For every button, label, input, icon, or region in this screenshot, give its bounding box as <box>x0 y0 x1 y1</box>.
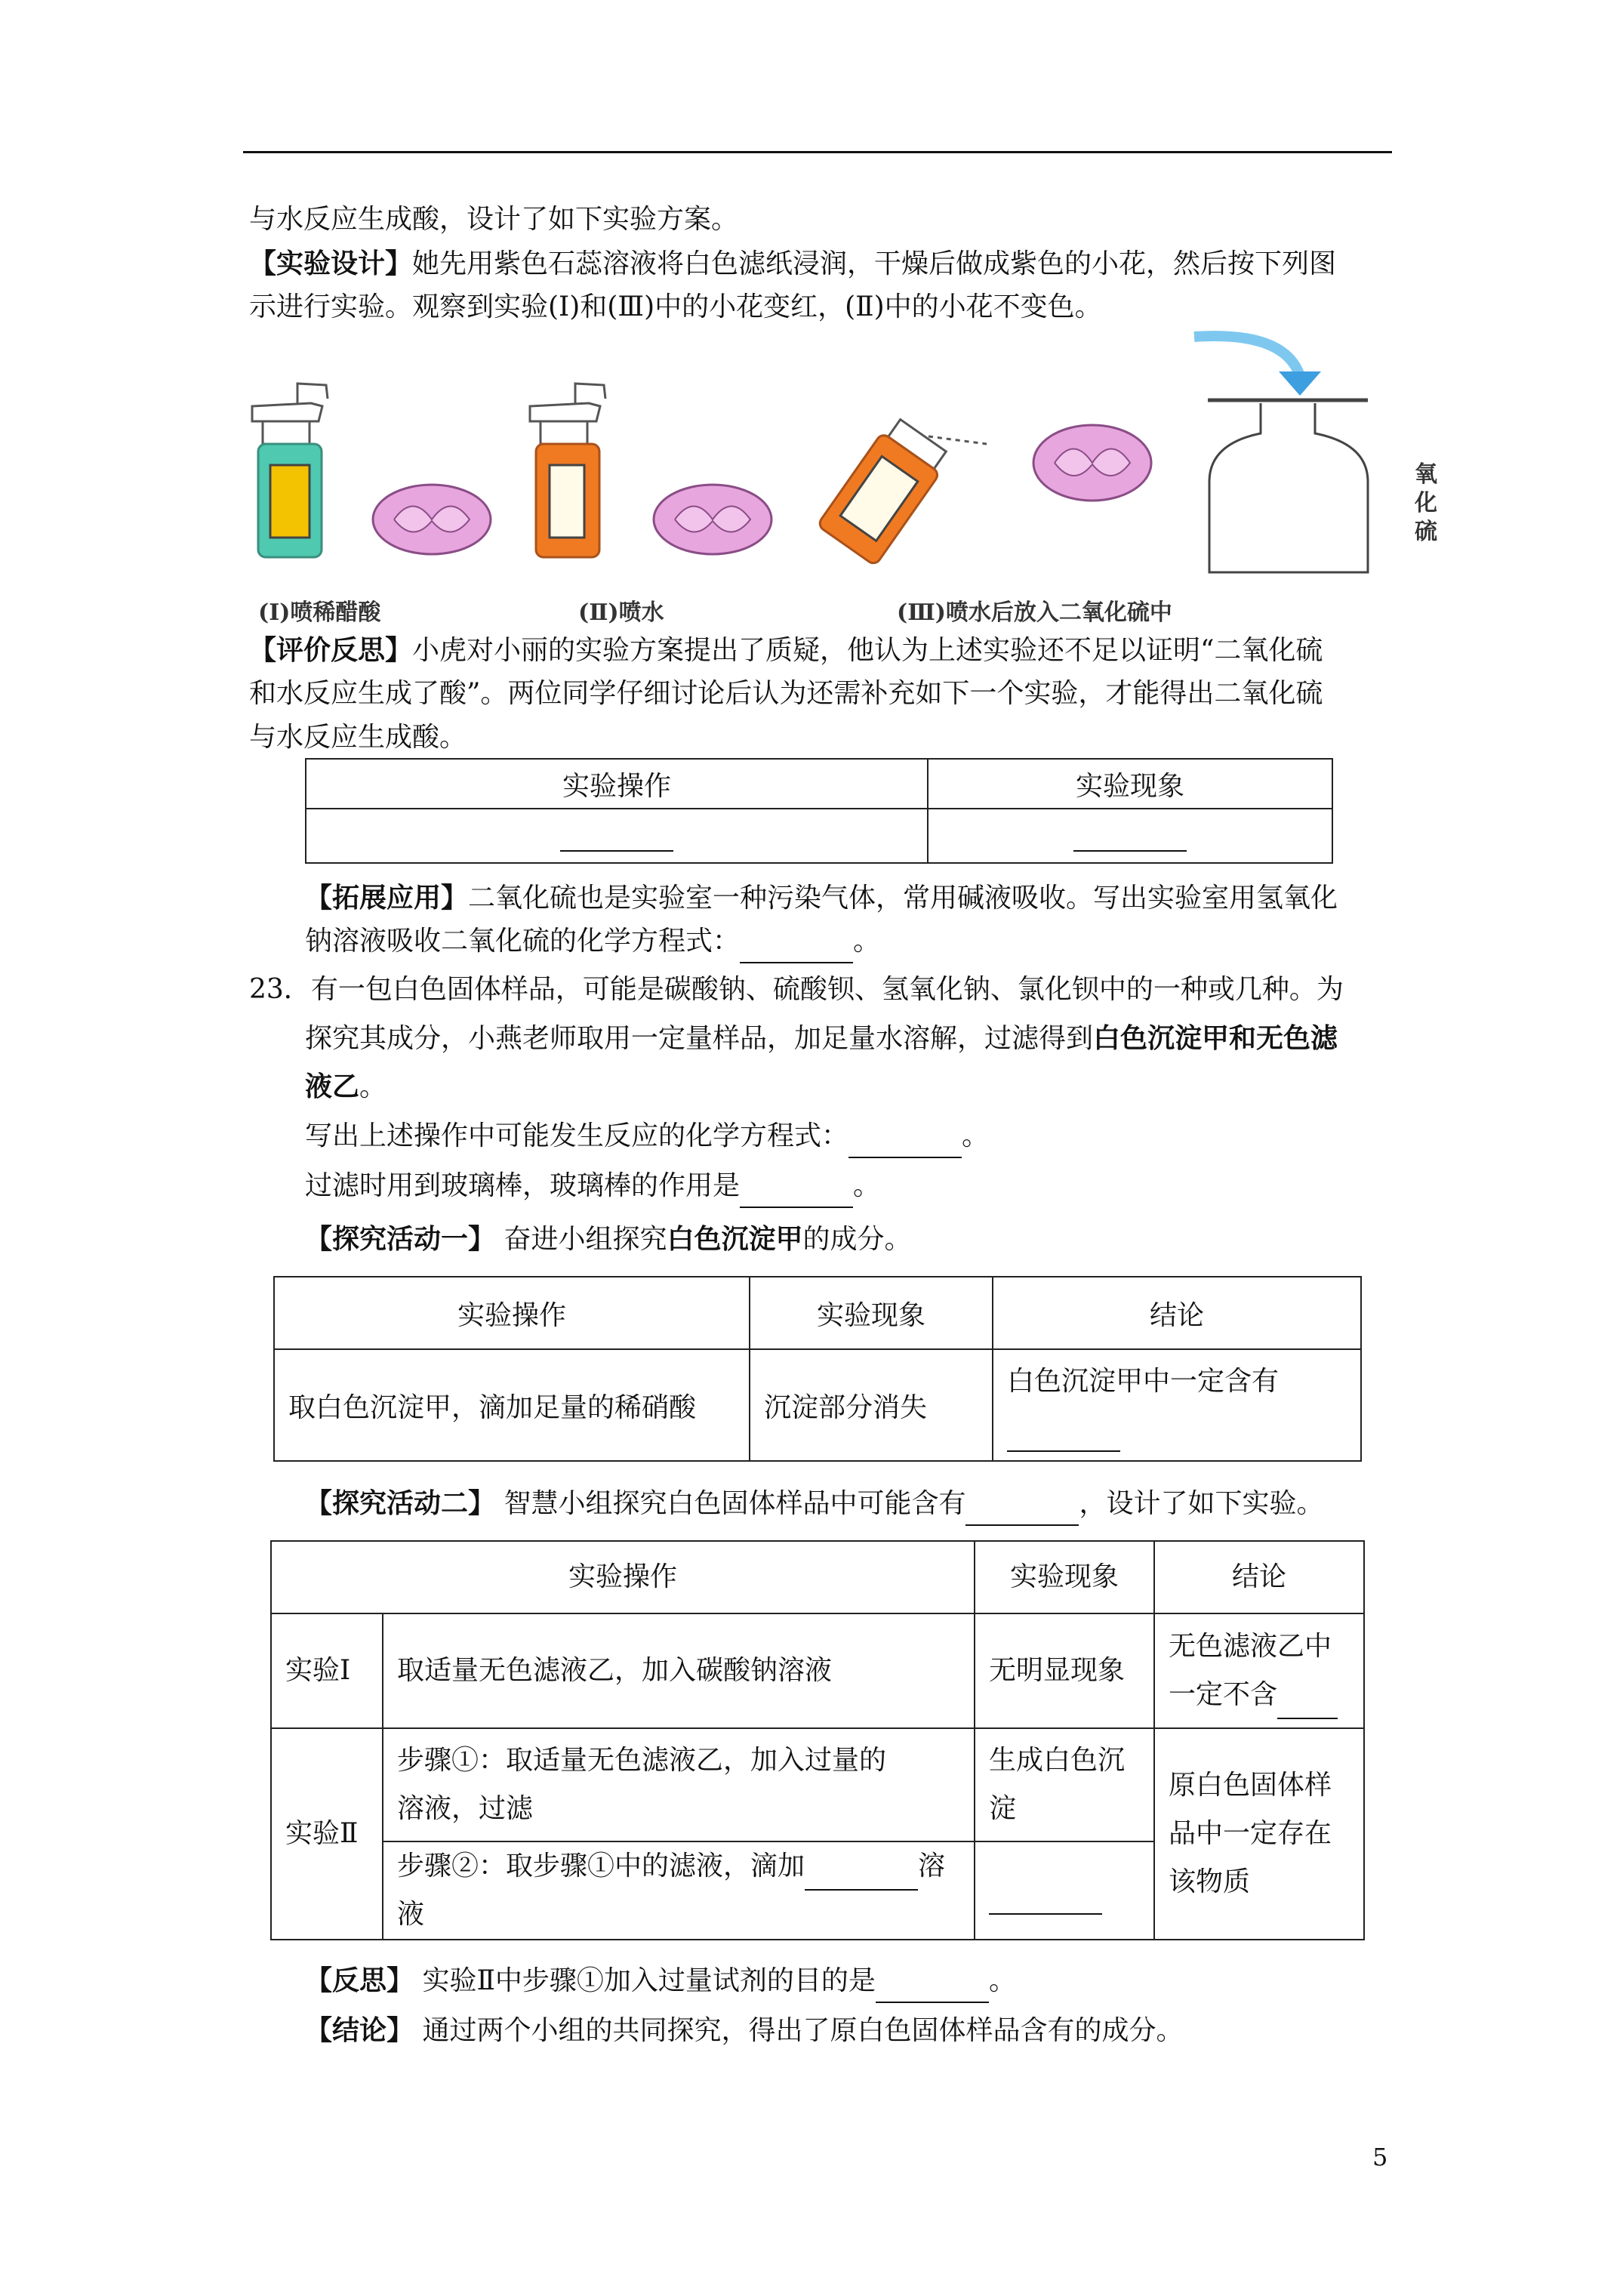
side-label <box>1414 461 1437 545</box>
activity-2-line: 【探究活动二】 智慧小组探究白色固体样品中可能含有 ，设计了如下实验。 <box>305 1481 1323 1526</box>
q23-line-1 <box>249 968 1344 1012</box>
table3-exp1-operation: 取适量无色滤液乙，加入碳酸钠溶液 <box>383 1613 975 1728</box>
svg-text:硫: 硫 <box>1415 519 1437 545</box>
question-number: 23． <box>249 974 311 1005</box>
table3-exp1-phenomenon: 无明显现象 <box>975 1613 1154 1728</box>
intro-line: 与水反应生成酸，设计了如下实验方案。 <box>249 204 739 235</box>
reflect-line-1 <box>249 628 1323 673</box>
experiment-figure <box>243 331 1451 580</box>
header-rule <box>243 151 1392 153</box>
activity-1-line: 【探究活动一】 奋进小组探究白色沉淀甲的成分。 <box>305 1223 912 1255</box>
activity-2-tag: 【探究活动二】 <box>305 1487 496 1519</box>
table2-conclusion: 白色沉淀甲中一定含有 <box>993 1349 1361 1461</box>
table2-operation: 取白色沉淀甲，滴加足量的稀硝酸 <box>274 1349 750 1461</box>
activity-2-blank[interactable] <box>965 1494 1079 1526</box>
figure-caption-2: (Ⅱ)喷水 <box>578 599 664 626</box>
table1-header-phenomenon: 实验现象 <box>928 759 1332 809</box>
table3-step2-phenomenon[interactable] <box>975 1841 1154 1940</box>
expand-tag: 【拓展应用】 <box>305 882 469 914</box>
expand-text-1: 二氧化硫也是实验室一种污染气体，常用碱液吸收。写出实验室用氢氧化 <box>468 883 1338 914</box>
table2-header-phenomenon: 实验现象 <box>750 1277 993 1349</box>
design-line-1 <box>249 242 1336 286</box>
expand-answer-blank[interactable] <box>740 932 853 963</box>
design-tag: 【实验设计】 <box>249 248 413 279</box>
q23-line-2: 探究其成分，小燕老师取用一定量样品，加足量水溶解，过滤得到白色沉淀甲和无色滤 <box>305 1022 1338 1054</box>
reflection-blank[interactable] <box>876 1971 989 2003</box>
q23-line-3: 液乙。 <box>305 1071 387 1102</box>
expand-line-1 <box>305 876 1338 920</box>
reflect-text-1: 小虎对小丽的实验方案提出了质疑，他认为上述实验还不足以证明“二氧化硫 <box>412 635 1323 666</box>
table2-header-operation: 实验操作 <box>274 1277 750 1349</box>
svg-text:氧: 氧 <box>1415 461 1437 488</box>
table1-blank-operation[interactable] <box>306 809 928 863</box>
table-supplement <box>305 758 1333 864</box>
reflect-line-3: 与水反应生成酸。 <box>249 722 467 753</box>
design-line-2: 示进行实验。观察到实验(Ⅰ)和(Ⅲ)中的小花变红，(Ⅱ)中的小花不变色。 <box>249 291 1102 322</box>
figure-caption-3: (Ⅲ)喷水后放入二氧化硫中 <box>897 599 1172 626</box>
table2-conclusion-blank[interactable] <box>1007 1420 1120 1452</box>
svg-text:化: 化 <box>1415 490 1437 516</box>
table1-header-operation: 实验操作 <box>306 759 928 809</box>
table3-header-operation: 实验操作 <box>271 1541 975 1613</box>
table2-phenomenon: 沉淀部分消失 <box>750 1349 993 1461</box>
flower-3-icon <box>1033 425 1151 501</box>
table3-step2: 步骤②：取步骤①中的滤液，滴加 溶 液 <box>383 1841 975 1940</box>
rod-function-blank[interactable] <box>740 1176 853 1208</box>
table3-step1-phenomenon: 生成白色沉 淀 <box>975 1728 1154 1841</box>
table3-step1: 步骤①：取适量无色滤液乙，加入过量的 溶液，过滤 <box>383 1728 975 1841</box>
expand-text-2: 钠溶液吸收二氧化硫的化学方程式： <box>305 926 741 957</box>
page-number: 5 <box>1372 2143 1388 2171</box>
q23-text-1: 有一包白色固体样品，可能是碳酸钠、硫酸钡、氢氧化钠、氯化钡中的一种或几种。为 <box>310 974 1344 1005</box>
reflection-line: 【反思】 实验Ⅱ中步骤①加入过量试剂的目的是 。 <box>305 1959 1016 2003</box>
spray-bottle-1-icon <box>252 384 328 557</box>
equation-blank[interactable] <box>848 1126 962 1158</box>
table3-header-phenomenon: 实验现象 <box>975 1541 1154 1613</box>
spray-bottle-2-icon <box>530 384 605 557</box>
conclusion-tag: 【结论】 <box>305 2014 414 2046</box>
spray-mist-icon <box>929 436 987 444</box>
flower-1-icon <box>373 485 491 554</box>
table3-exp1-label: 实验Ⅰ <box>271 1613 383 1728</box>
table3-header-conclusion: 结论 <box>1154 1541 1364 1613</box>
conclusion-line: 【结论】 通过两个小组的共同探究，得出了原白色固体样品含有的成分。 <box>305 2014 1184 2046</box>
table3-exp2-conclusion: 原白色固体样 品中一定存在 该物质 <box>1154 1728 1364 1940</box>
activity-1-tag: 【探究活动一】 <box>305 1223 496 1255</box>
table2-header-conclusion: 结论 <box>993 1277 1361 1349</box>
reflection-tag: 【反思】 <box>305 1965 414 1996</box>
table-activity-2 <box>270 1540 1365 1940</box>
expand-line-2: 钠溶液吸收二氧化硫的化学方程式： 。 <box>305 920 880 963</box>
table1-blank-phenomenon[interactable] <box>928 809 1332 863</box>
flower-2-icon <box>654 485 771 554</box>
reflect-tag: 【评价反思】 <box>249 634 413 666</box>
figure-caption-1: (Ⅰ)喷稀醋酸 <box>258 599 381 626</box>
q23-rod-line: 过滤时用到玻璃棒，玻璃棒的作用是 。 <box>305 1164 880 1208</box>
design-text-1: 她先用紫色石蕊溶液将白色滤纸浸润，干燥后做成紫色的小花，然后按下列图 <box>412 248 1337 279</box>
q23-equation-line: 写出上述操作中可能发生反应的化学方程式： 。 <box>305 1114 989 1158</box>
gas-jar-icon <box>1208 400 1368 572</box>
table3-exp1-conclusion: 无色滤液乙中 一定不含 <box>1154 1613 1364 1728</box>
table-activity-1 <box>273 1276 1362 1462</box>
reflect-line-2: 和水反应生成了酸”。两位同学仔细讨论后认为还需补充如下一个实验，才能得出二氧化硫 <box>249 678 1323 709</box>
arrow-down-icon <box>1194 336 1321 396</box>
step2-reagent-blank[interactable] <box>805 1859 918 1891</box>
table3-exp2-label: 实验Ⅱ <box>271 1728 383 1940</box>
exp1-conclusion-blank[interactable] <box>1277 1687 1338 1719</box>
